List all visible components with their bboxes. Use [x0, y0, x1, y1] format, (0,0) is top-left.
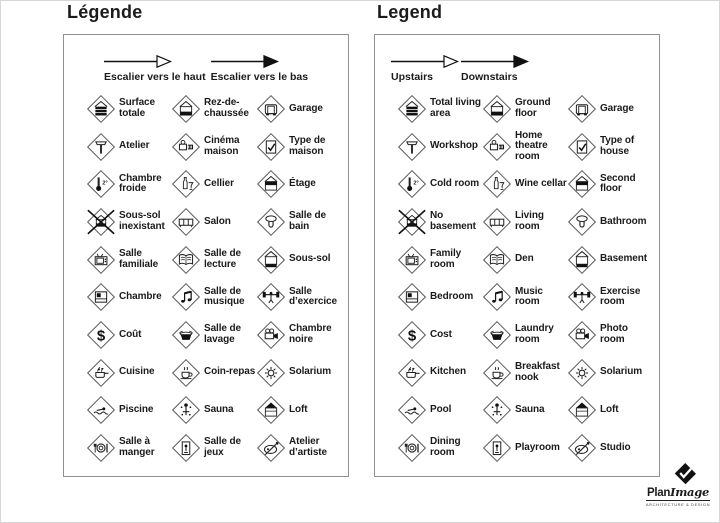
legend-item-label: Salle à manger: [119, 436, 155, 459]
area-icon: [397, 94, 427, 124]
solid-arrow-icon: [211, 54, 279, 69]
legend-item-label: Salle d’exercice: [289, 285, 337, 308]
legend-item-label: Sous-sol: [289, 253, 331, 265]
legend-box-en: [374, 34, 660, 477]
ground-icon: [482, 94, 512, 124]
arrow-downstairs-fr: [211, 54, 309, 83]
legend-item: [482, 395, 567, 425]
legend-item: [256, 282, 341, 312]
legend-item-label: Cinéma maison: [204, 134, 240, 157]
legend-item-label: Salon: [204, 215, 231, 227]
legend-item-label: Type de maison: [289, 134, 326, 157]
legend-item-label: Kitchen: [430, 366, 466, 378]
legend-item: [256, 358, 341, 388]
sauna-icon: [171, 395, 201, 425]
legend-item-label: Sauna: [204, 404, 234, 416]
legend-item: [256, 320, 341, 350]
cup-icon: [482, 358, 512, 388]
legend-item-label: Cuisine: [119, 366, 155, 378]
dollar-icon: [397, 320, 427, 350]
panel-title-fr: Légende: [67, 2, 143, 22]
legend-item: [567, 358, 652, 388]
book-icon: [482, 245, 512, 275]
legend-item-label: Laundry room: [515, 323, 554, 345]
legend-item-label: Sauna: [515, 404, 545, 416]
logo-word-image: Image: [670, 485, 709, 499]
stairs-arrows-en: [375, 54, 659, 83]
pot-icon: [397, 358, 427, 388]
legend-item-label: Bedroom: [430, 290, 474, 302]
legend-item: [171, 245, 256, 275]
legend-item: [171, 282, 256, 312]
legend-item-label: No basement: [430, 210, 476, 232]
legend-item: [171, 320, 256, 350]
legend-item-label: Salle de musique: [204, 285, 245, 308]
open-arrow-icon: [391, 54, 459, 69]
plate-icon: [397, 433, 427, 463]
arrow-label: Downstairs: [461, 71, 518, 83]
legend-item: [256, 433, 341, 463]
open-arrow-icon: [104, 54, 172, 69]
arrow-label: Upstairs: [391, 71, 434, 83]
legend-item-label: Cold room: [430, 177, 480, 189]
hammer-icon: [86, 132, 116, 162]
sun-icon: [567, 358, 597, 388]
legend-item: [171, 169, 256, 199]
legend-item: [86, 207, 171, 237]
legend-item: [482, 131, 567, 163]
legend-item-label: Basement: [600, 253, 647, 265]
arrow-label: Escalier vers le haut: [104, 71, 206, 83]
legend-item-label: Type of house: [600, 134, 635, 157]
second-icon: [567, 169, 597, 199]
sun-icon: [256, 358, 286, 388]
legend-item-label: Loft: [289, 404, 308, 416]
arrow-upstairs-fr: [104, 54, 206, 83]
legend-item: [482, 358, 567, 388]
legend-item-label: Sous-sol inexistant: [119, 210, 165, 232]
solid-arrow-icon: [461, 54, 529, 69]
garage-icon: [567, 94, 597, 124]
legend-item-label: Piscine: [119, 404, 154, 416]
legend-item-label: Rez-de-chaussée: [204, 97, 249, 119]
toilet-icon: [256, 207, 286, 237]
logo-word-plan: Plan: [647, 487, 671, 499]
basket-icon: [171, 320, 201, 350]
music-icon: [482, 282, 512, 312]
ground-icon: [171, 94, 201, 124]
legend-item-label: Ground floor: [515, 97, 551, 119]
legend-item-label: Bathroom: [600, 215, 647, 227]
legend-item: [567, 132, 652, 162]
legend-item: [397, 207, 482, 237]
loft-icon: [567, 395, 597, 425]
legend-item-label: Music room: [515, 285, 543, 308]
planimage-logo: [643, 462, 713, 507]
check-icon: [256, 132, 286, 162]
legend-item-label: Total living area: [430, 97, 481, 119]
legend-item-label: Den: [515, 253, 534, 265]
wine-icon: [482, 169, 512, 199]
legend-item-label: Salle de lavage: [204, 323, 241, 345]
legend-item-label: Studio: [600, 441, 631, 453]
music-icon: [171, 282, 201, 312]
legend-item: [397, 433, 482, 463]
legend-item-label: Living room: [515, 210, 544, 232]
legend-item: [482, 169, 567, 199]
legend-item: [256, 132, 341, 162]
legend-item-label: Second floor: [600, 172, 636, 195]
legend-item: [256, 94, 341, 124]
legend-item-label: Cellier: [204, 177, 234, 189]
legend-item: [171, 433, 256, 463]
swim-icon: [86, 395, 116, 425]
toy-icon: [171, 433, 201, 463]
legend-item: [86, 358, 171, 388]
legend-item-label: Chambre noire: [289, 323, 332, 345]
legend-item-label: Photo room: [600, 323, 628, 345]
legend-item-label: Workshop: [430, 140, 478, 152]
arrow-upstairs-en: [391, 54, 459, 83]
legend-grid-fr: [64, 90, 348, 467]
swim-icon: [397, 395, 427, 425]
check-icon: [567, 132, 597, 162]
sauna-icon: [482, 395, 512, 425]
legend-item: [482, 282, 567, 312]
theatre-icon: [171, 132, 201, 162]
legend-item: [86, 433, 171, 463]
legend-item-label: Chambre froide: [119, 172, 162, 195]
legend-item: [567, 433, 652, 463]
palette-icon: [256, 433, 286, 463]
area-icon: [86, 94, 116, 124]
legend-item-label: Garage: [600, 102, 634, 114]
legend-item: [171, 207, 256, 237]
hammer-icon: [397, 132, 427, 162]
loft-icon: [256, 395, 286, 425]
legend-item: [567, 282, 652, 312]
legend-item-label: Étage: [289, 177, 316, 189]
legend-item: [86, 169, 171, 199]
theatre-icon: [482, 132, 512, 162]
legend-item-label: Atelier: [119, 140, 150, 152]
legend-item: [397, 94, 482, 124]
legend-item-label: Salle familiale: [119, 248, 159, 270]
garage-icon: [256, 94, 286, 124]
legend-item: [397, 282, 482, 312]
legend-item: [171, 395, 256, 425]
stairs-arrows-fr: [64, 54, 348, 83]
legend-item: [567, 245, 652, 275]
arrow-downstairs-en: [461, 54, 529, 83]
legend-item-label: Exercise room: [600, 285, 641, 308]
legend-item-label: Cost: [430, 328, 452, 340]
bed-icon: [397, 282, 427, 312]
legend-item: [86, 132, 171, 162]
bed-icon: [86, 282, 116, 312]
legend-item-label: Loft: [600, 404, 619, 416]
legend-item: [397, 132, 482, 162]
legend-item-label: Salle de bain: [289, 210, 326, 232]
legend-item: [256, 169, 341, 199]
nobase-icon: [397, 207, 427, 237]
legend-item-label: Breakfast nook: [515, 361, 560, 383]
legend-item-label: Family room: [430, 248, 462, 270]
legend-item: [482, 245, 567, 275]
legend-item-label: Surface totale: [119, 97, 155, 119]
planimage-wordmark: [647, 486, 709, 499]
legend-item: [482, 207, 567, 237]
legend-item: [567, 395, 652, 425]
legend-item-label: Chambre: [119, 290, 162, 302]
legend-item-label: Home theatre room: [515, 129, 548, 162]
thermo-icon: [86, 169, 116, 199]
wine-icon: [171, 169, 201, 199]
toilet-icon: [567, 207, 597, 237]
camera-icon: [256, 320, 286, 350]
legend-item: [482, 94, 567, 124]
legend-item: [482, 320, 567, 350]
basement-icon: [256, 245, 286, 275]
legend-item: [567, 207, 652, 237]
legend-item-label: Solarium: [289, 366, 331, 378]
sofa-icon: [171, 207, 201, 237]
legend-item: [567, 94, 652, 124]
arrow-label: Escalier vers le bas: [210, 71, 309, 83]
planimage-diamond-icon: [674, 462, 697, 485]
palette-icon: [567, 433, 597, 463]
legend-item-label: Dining room: [430, 436, 461, 459]
legend-grid-en: [375, 90, 659, 467]
legend-item-label: Wine cellar: [515, 177, 567, 189]
weights-icon: [567, 282, 597, 312]
book-icon: [171, 245, 201, 275]
logo-tagline: ARCHITECTURE & DESIGN: [645, 502, 711, 507]
legend-item-label: Garage: [289, 102, 323, 114]
legend-item: [86, 320, 171, 350]
legend-item: [171, 132, 256, 162]
legend-item: [256, 207, 341, 237]
legend-item: [86, 395, 171, 425]
legend-item-label: Atelier d’artiste: [289, 436, 328, 459]
legend-item: [567, 169, 652, 199]
plate-icon: [86, 433, 116, 463]
second-icon: [256, 169, 286, 199]
weights-icon: [256, 282, 286, 312]
legend-item-label: Solarium: [600, 366, 642, 378]
legend-item: [86, 94, 171, 124]
legend-item: [86, 245, 171, 275]
legend-item-label: Salle de lecture: [204, 248, 241, 270]
legend-item: [482, 433, 567, 463]
toy-icon: [482, 433, 512, 463]
legend-item: [86, 282, 171, 312]
legend-item: [567, 320, 652, 350]
tv-icon: [397, 245, 427, 275]
legend-item: [397, 358, 482, 388]
legend-item: [256, 245, 341, 275]
legend-item-label: Salle de jeux: [204, 436, 241, 459]
pot-icon: [86, 358, 116, 388]
tv-icon: [86, 245, 116, 275]
panel-title-en: Legend: [377, 2, 443, 22]
basement-icon: [567, 245, 597, 275]
legend-item: [397, 245, 482, 275]
nobase-icon: [86, 207, 116, 237]
legend-item-label: Coût: [119, 328, 142, 340]
legend-item: [171, 358, 256, 388]
sofa-icon: [482, 207, 512, 237]
legend-item: [171, 94, 256, 124]
legend-item-label: Playroom: [515, 441, 560, 453]
legend-item: [397, 320, 482, 350]
legend-item: [397, 395, 482, 425]
legend-item: [397, 169, 482, 199]
basket-icon: [482, 320, 512, 350]
legend-item: [256, 395, 341, 425]
cup-icon: [171, 358, 201, 388]
dollar-icon: [86, 320, 116, 350]
legend-box-fr: [63, 34, 349, 477]
camera-icon: [567, 320, 597, 350]
legend-item-label: Coin-repas: [204, 366, 256, 378]
thermo-icon: [397, 169, 427, 199]
legend-item-label: Pool: [430, 404, 452, 416]
